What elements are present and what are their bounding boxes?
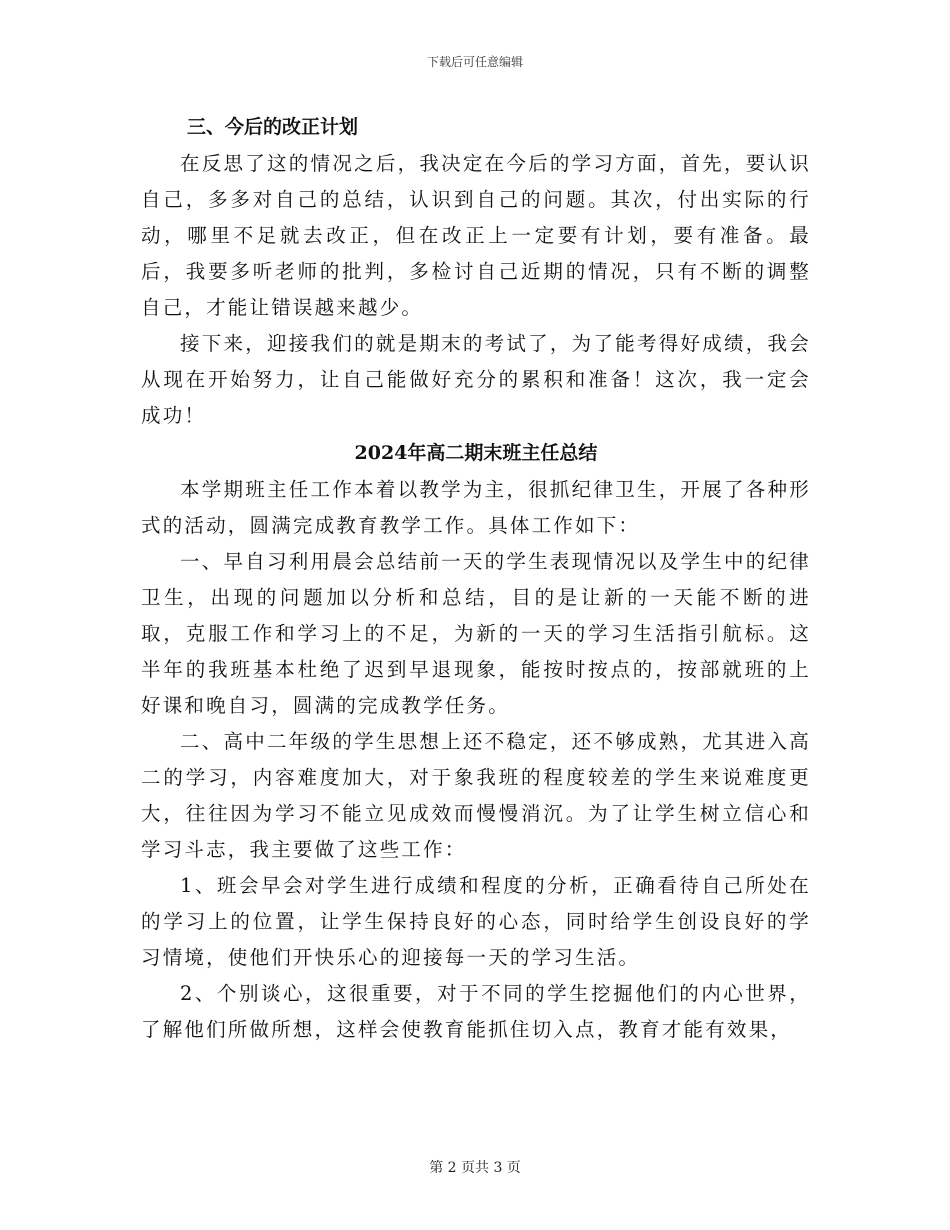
paragraph: 2、个别谈心，这很重要，对于不同的学生挖掘他们的内心世界，了解他们所做所想，这样会使教育能抓住切入点，教育才能有效果， <box>141 982 811 1041</box>
paragraph: 1、班会早会对学生进行成绩和程度的分析，正确看待自己所处在的学习上的位置，让学生保持良好的心态，同时给学生创设良好的学习情境，使他们开快乐心的迎接每一天的学习生活。 <box>141 874 811 969</box>
paragraph: 二、高中二年级的学生思想上还不稳定，还不够成熟，尤其进入高二的学习，内容难度加大，对于象我班的程度较差的学生来说难度更大，往往因为学习不能立见成效而慢慢消沉。为了让学生树立信心和学习斗志，我主要做了这些工作： <box>141 730 811 861</box>
paragraph: 一、早自习利用晨会总结前一天的学生表现情况以及学生中的纪律卫生，出现的问题加以分析和总结，目的是让新的一天能不断的进取，克服工作和学习上的不足，为新的一天的学习生活指引航标。这半年的我班基本杜绝了迟到早退现象，能按时按点的，按部就班的上好课和晚自习，圆满的完成教学任务。 <box>141 550 811 717</box>
page-footer: 第 2 页共 3 页 <box>429 1160 521 1176</box>
document-body <box>141 108 811 1048</box>
paragraph: 本学期班主任工作本着以教学为主，很抓纪律卫生，开展了各种形式的活动，圆满完成教育教学工作。具体工作如下： <box>141 478 811 537</box>
paragraph: 在反思了这的情况之后，我决定在今后的学习方面，首先，要认识自己，多多对自己的总结，认识到自己的问题。其次，付出实际的行动，哪里不足就去改正，但在改正上一定要有计划，要有准备。最后，我要多听老师的批判，多检讨自己近期的情况，只有不断的调整自己，才能让错误越来越少。 <box>141 152 811 319</box>
page-header: 下载后可任意编辑 <box>426 55 523 69</box>
section-heading: 三、今后的改正计划 <box>187 116 359 138</box>
document-title: 2024年高二期末班主任总结 <box>354 442 598 464</box>
paragraph: 接下来，迎接我们的就是期末的考试了，为了能考得好成绩，我会从现在开始努力，让自己能做好充分的累积和准备！这次，我一定会成功！ <box>141 332 811 427</box>
